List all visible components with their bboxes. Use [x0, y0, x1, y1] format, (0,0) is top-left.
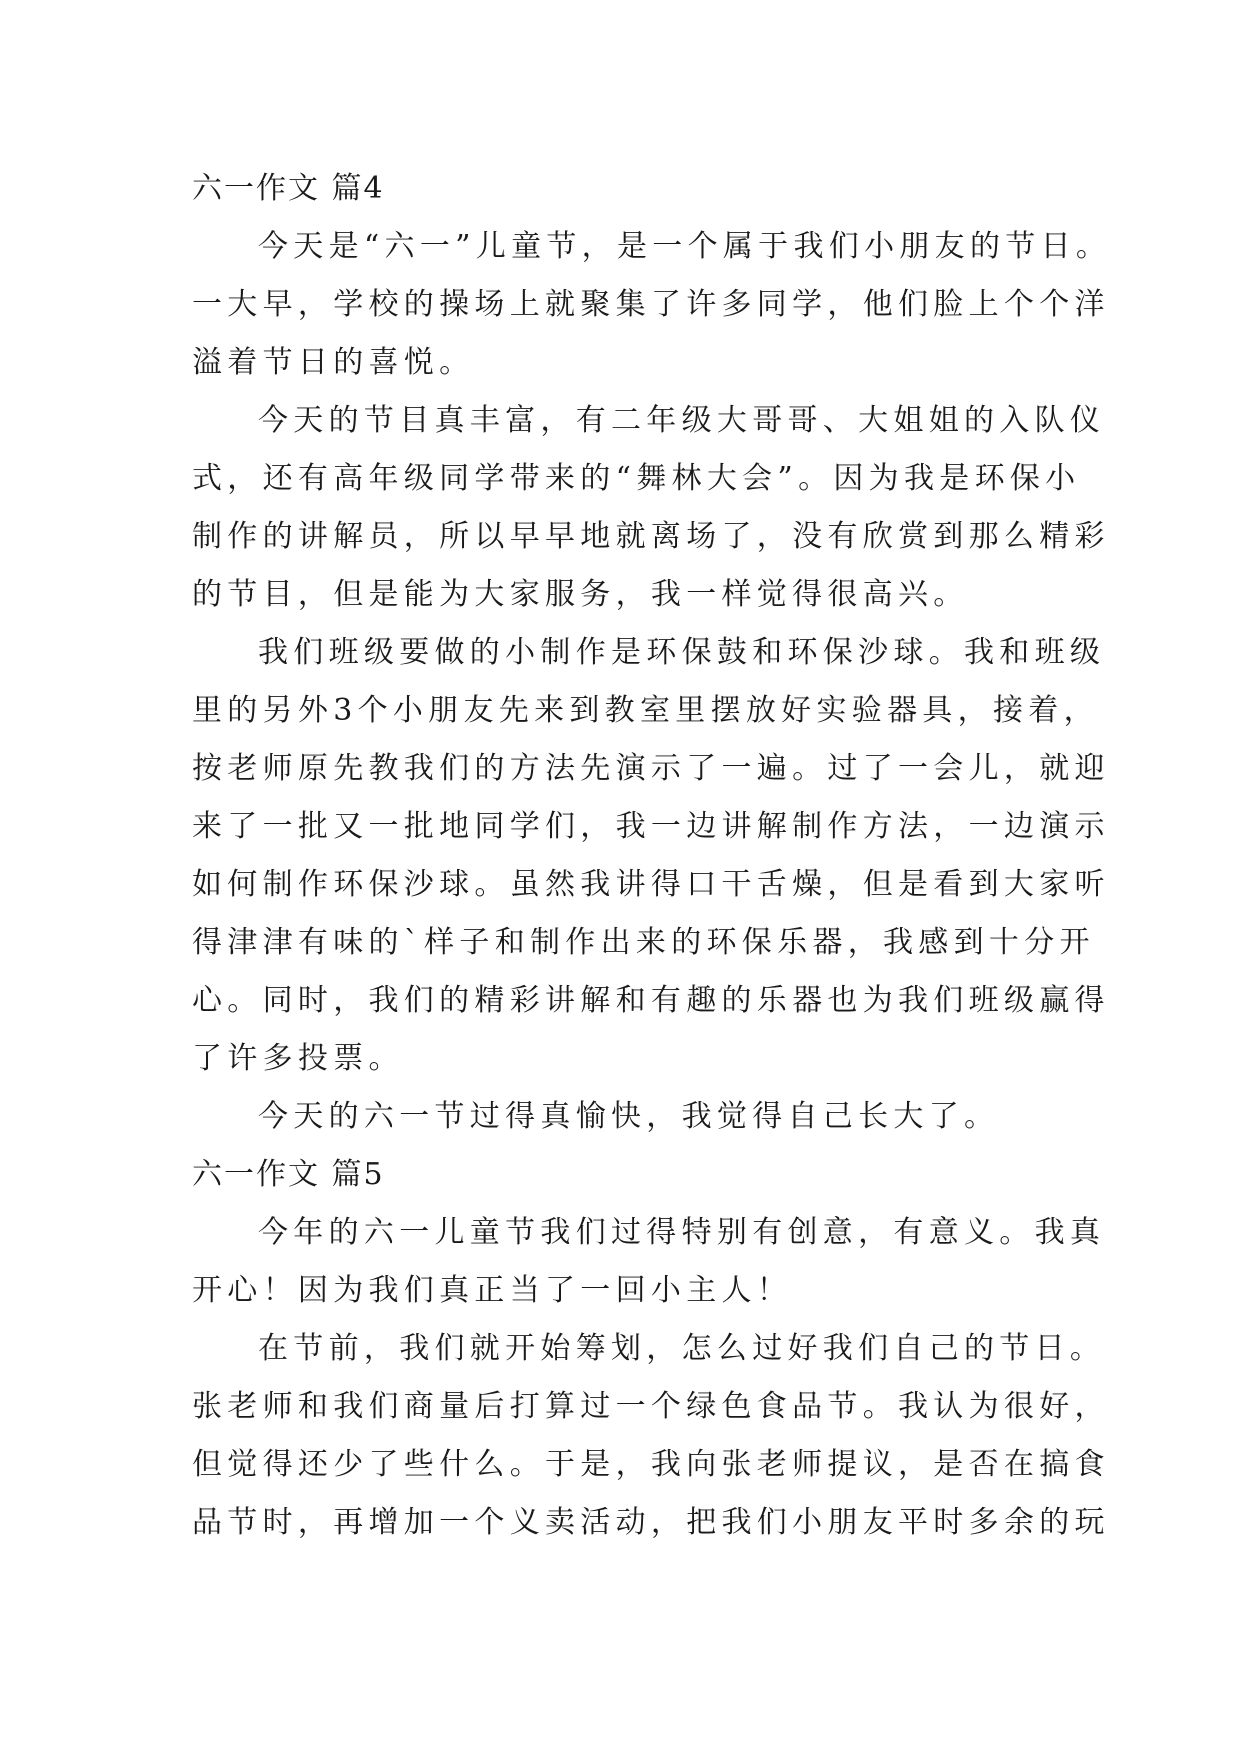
text-line: 里的另外3个小朋友先来到教室里摆放好实验器具，接着， — [192, 693, 1099, 728]
text-line: 在节前，我们就开始筹划，怎么过好我们自己的节日。 — [258, 1331, 1106, 1366]
text-line: 了许多投票。 — [192, 1041, 404, 1076]
text-line: 今年的六一儿童节我们过得特别有创意，有意义。我真 — [258, 1215, 1106, 1250]
text-line: 一大早，学校的操场上就聚集了许多同学，他们脸上个个洋 — [192, 287, 1110, 322]
text-line: 品节时，再增加一个义卖活动，把我们小朋友平时多余的玩 — [192, 1505, 1110, 1540]
text-line: 的节目，但是能为大家服务，我一样觉得很高兴。 — [192, 577, 969, 612]
text-line: 今天的节目真丰富，有二年级大哥哥、大姐姐的入队仪 — [258, 403, 1106, 438]
text-line: 制作的讲解员，所以早早地就离场了，没有欣赏到那么精彩 — [192, 519, 1110, 554]
text-line: 溢着节日的喜悦。 — [192, 345, 475, 380]
text-line: 开心！因为我们真正当了一回小主人！ — [192, 1273, 793, 1308]
text-line: 张老师和我们商量后打算过一个绿色食品节。我认为很好， — [192, 1389, 1110, 1424]
text-line: 心。同时，我们的精彩讲解和有趣的乐器也为我们班级赢得 — [192, 983, 1110, 1018]
text-line: 式，还有高年级同学带来的“舞林大会”。因为我是环保小 — [192, 461, 1081, 496]
text-line: 今天的六一节过得真愉快，我觉得自己长大了。 — [258, 1099, 1000, 1134]
text-line: 按老师原先教我们的方法先演示了一遍。过了一会儿，就迎 — [192, 751, 1110, 786]
section-heading: 六一作文 篇5 — [192, 1157, 385, 1192]
section-heading: 六一作文 篇4 — [192, 171, 385, 206]
text-line: 来了一批又一批地同学们，我一边讲解制作方法，一边演示 — [192, 809, 1110, 844]
text-line: 但觉得还少了些什么。于是，我向张老师提议，是否在搞食 — [192, 1447, 1110, 1482]
text-line: 今天是“六一”儿童节，是一个属于我们小朋友的节日。 — [258, 229, 1112, 264]
text-line: 如何制作环保沙球。虽然我讲得口干舌燥，但是看到大家听 — [192, 867, 1110, 902]
document-page — [192, 160, 1112, 1552]
text-line: 得津津有味的`样子和制作出来的环保乐器，我感到十分开 — [192, 925, 1095, 960]
text-line: 我们班级要做的小制作是环保鼓和环保沙球。我和班级 — [258, 635, 1106, 670]
